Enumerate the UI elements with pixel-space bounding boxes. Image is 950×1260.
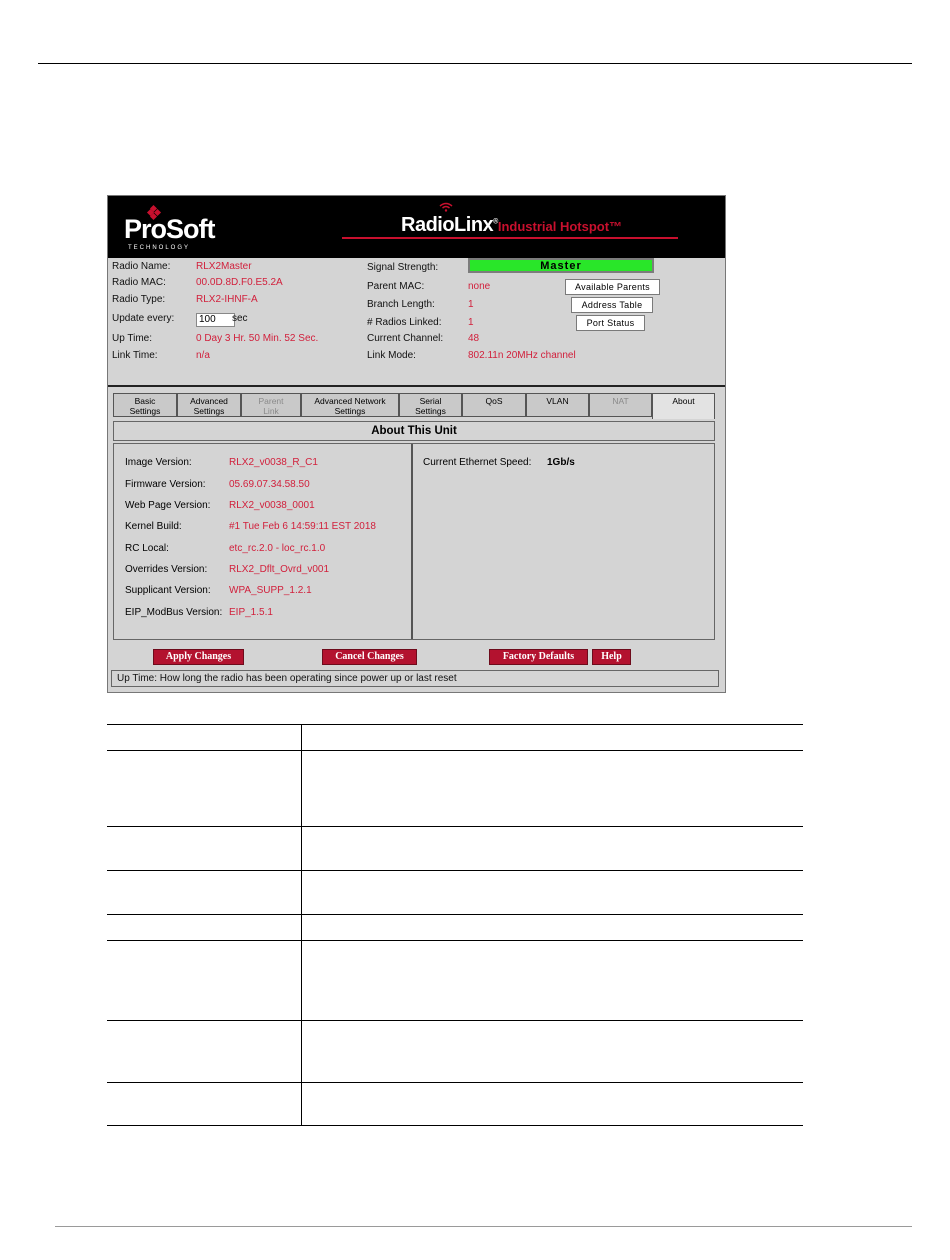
tab-advanced-network-settings[interactable]: Advanced Network Settings <box>301 393 399 417</box>
prosoft-logo-subtitle: TECHNOLOGY <box>128 245 191 251</box>
eip-modbus-version-label: EIP_ModBus Version: <box>125 607 223 618</box>
eip-modbus-version-value: EIP_1.5.1 <box>229 607 273 618</box>
product-title: RadioLinx®Industrial Hotspot™ <box>401 214 623 236</box>
update-every-label: Update every: <box>112 313 175 324</box>
port-status-button[interactable]: Port Status <box>576 315 645 331</box>
overrides-version-label: Overrides Version: <box>125 564 208 575</box>
supplicant-version-label: Supplicant Version: <box>125 585 211 596</box>
radio-type-label: Radio Type: <box>112 294 166 305</box>
update-unit-label: sec <box>232 313 248 324</box>
ethernet-speed-value: 1Gb/s <box>547 457 575 468</box>
branch-length-label: Branch Length: <box>367 299 435 310</box>
product-underline <box>342 237 678 239</box>
signal-strength-label: Signal Strength: <box>367 262 439 273</box>
radio-mac-label: Radio MAC: <box>112 277 166 288</box>
parent-mac-value: none <box>468 281 491 292</box>
page-bottom-rule <box>55 1226 912 1227</box>
wireless-signal-icon <box>439 202 453 212</box>
about-panel <box>113 443 715 640</box>
table-row-rule <box>107 826 803 827</box>
current-channel-value: 48 <box>468 333 480 344</box>
tab-nat[interactable]: NAT <box>589 393 652 417</box>
radio-name-label: Radio Name: <box>112 261 171 272</box>
current-channel-label: Current Channel: <box>367 333 444 344</box>
panel-divider <box>411 444 413 639</box>
prosoft-logo: ProSoft <box>124 214 215 244</box>
image-version-label: Image Version: <box>125 457 192 468</box>
radios-linked-label: # Radios Linked: <box>367 317 442 328</box>
tab-advanced-settings[interactable]: Advanced Settings <box>177 393 241 417</box>
table-column-divider <box>301 724 302 1126</box>
branch-length-value: 1 <box>468 299 474 310</box>
overrides-version-value: RLX2_Dflt_Ovrd_v001 <box>229 564 330 575</box>
available-parents-button[interactable]: Available Parents <box>565 279 660 295</box>
radio-web-ui-screenshot <box>107 195 726 693</box>
signal-strength-bar: Master <box>468 258 654 273</box>
kernel-build-value: #1 Tue Feb 6 14:59:11 EST 2018 <box>229 521 376 532</box>
radio-type-value: RLX2-IHNF-A <box>196 294 258 305</box>
rc-local-label: RC Local: <box>125 543 169 554</box>
tab-basic-settings[interactable]: Basic Settings <box>113 393 177 417</box>
link-mode-value: 802.11n 20MHz channel <box>468 350 576 361</box>
link-mode-label: Link Mode: <box>367 350 416 361</box>
supplicant-version-value: WPA_SUPP_1.2.1 <box>229 585 312 596</box>
table-top-rule <box>107 724 803 725</box>
radio-mac-value: 00.0D.8D.F0.E5.2A <box>196 277 283 288</box>
kernel-build-label: Kernel Build: <box>125 521 182 532</box>
radio-name-value: RLX2Master <box>196 261 252 272</box>
table-bottom-rule <box>107 1125 803 1126</box>
web-page-version-value: RLX2_v0038_0001 <box>229 500 315 511</box>
cancel-changes-button[interactable]: Cancel Changes <box>322 649 417 665</box>
tab-qos[interactable]: QoS <box>462 393 526 417</box>
update-interval-input[interactable]: 100 <box>196 313 235 327</box>
rc-local-value: etc_rc.2.0 - loc_rc.1.0 <box>229 543 326 554</box>
link-time-value: n/a <box>196 350 210 361</box>
factory-defaults-button[interactable]: Factory Defaults <box>489 649 588 665</box>
page-top-rule <box>38 63 912 64</box>
table-row-rule <box>107 1020 803 1021</box>
product-subtitle: Industrial Hotspot™ <box>497 219 623 234</box>
link-time-label: Link Time: <box>112 350 158 361</box>
tab-vlan[interactable]: VLAN <box>526 393 589 417</box>
ethernet-speed-label: Current Ethernet Speed: <box>423 457 532 468</box>
header-banner <box>108 196 725 258</box>
parent-mac-label: Parent MAC: <box>367 281 425 292</box>
tab-about[interactable]: About <box>652 393 715 419</box>
status-bar: Up Time: How long the radio has been operating since power up or last reset <box>111 670 719 687</box>
header-divider <box>108 385 725 387</box>
radios-linked-value: 1 <box>468 317 474 328</box>
web-page-version-label: Web Page Version: <box>125 500 211 511</box>
firmware-version-label: Firmware Version: <box>125 479 206 490</box>
up-time-label: Up Time: <box>112 333 153 344</box>
table-row-rule <box>107 870 803 871</box>
panel-title: About This Unit <box>113 421 715 441</box>
table-row-rule <box>107 914 803 915</box>
tab-serial-settings[interactable]: Serial Settings <box>399 393 462 417</box>
apply-changes-button[interactable]: Apply Changes <box>153 649 244 665</box>
firmware-version-value: 05.69.07.34.58.50 <box>229 479 310 490</box>
image-version-value: RLX2_v0038_R_C1 <box>229 457 318 468</box>
address-table-button[interactable]: Address Table <box>571 297 653 313</box>
tab-parent-link[interactable]: Parent Link <box>241 393 301 417</box>
table-row-rule <box>107 940 803 941</box>
up-time-value: 0 Day 3 Hr. 50 Min. 52 Sec. <box>196 333 319 344</box>
table-row-rule <box>107 750 803 751</box>
help-button[interactable]: Help <box>592 649 631 665</box>
table-row-rule <box>107 1082 803 1083</box>
